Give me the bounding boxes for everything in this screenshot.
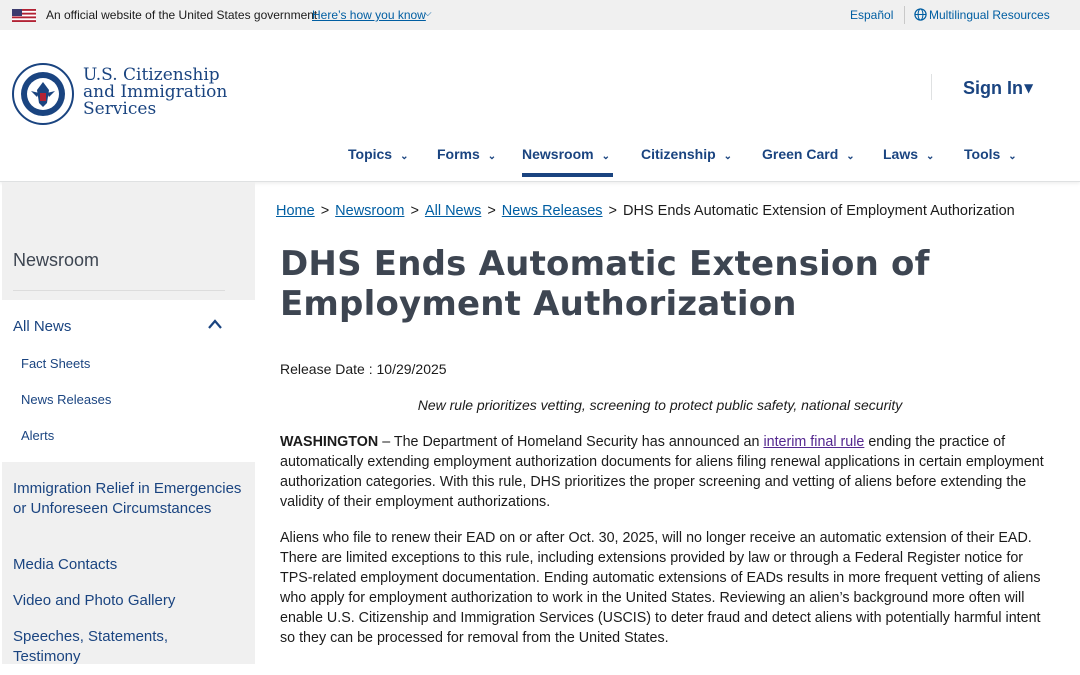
breadcrumb-separator: > (608, 203, 618, 219)
espanol-link[interactable]: Español (850, 8, 894, 22)
breadcrumb-separator: > (487, 203, 496, 219)
nav-newsroom[interactable] (522, 146, 610, 162)
gov-banner (0, 0, 1080, 30)
chevron-down-icon: ⌄ (601, 151, 610, 162)
gov-banner-text: An official website of the United States government (46, 8, 318, 22)
sidebar-item-video-photo-gallery[interactable]: Video and Photo Gallery (13, 592, 176, 609)
sidebar-divider (13, 290, 225, 291)
banner-divider (904, 6, 905, 24)
nav-label: Tools (964, 146, 1001, 162)
chevron-down-icon: ⌄ (400, 151, 409, 162)
breadcrumb (276, 203, 1015, 219)
main-nav (0, 140, 1080, 180)
article-paragraph-1 (280, 432, 1050, 512)
nav-label: Laws (883, 146, 919, 162)
dateline: WASHINGTON (280, 434, 379, 450)
caret-down-icon[interactable]: ▼ (1024, 81, 1034, 95)
nav-label: Citizenship (641, 146, 716, 162)
nav-citizenship[interactable] (641, 146, 732, 162)
article-paragraph-2: Aliens who file to renew their EAD on or after Oct. 30, 2025, will no longer receive an automatic extension of their EAD. There are limited exceptions to this rule, including extensions provided by law or through a Federal Register notice for TPS-related employment documentation. Ending automatic extensions of EADs results in more frequent vetting of aliens who apply for employment authorization to work in the United States. Reviewing an alien’s background more often will enable U.S. Citizenship and Immigration Services (USCIS) to deter fraud and detect aliens with potentially harmful intent so they can be processed for removal from the United States. (280, 530, 1041, 646)
heres-how-you-know-link[interactable]: Here’s how you know (312, 8, 426, 22)
nav-active-indicator (522, 173, 613, 177)
nav-label: Newsroom (522, 146, 594, 162)
header-divider (931, 74, 932, 100)
us-flag-icon (12, 9, 36, 22)
breadcrumb-home[interactable]: Home (276, 203, 315, 219)
page-title: DHS Ends Automatic Extension of Employment Authorization (280, 244, 930, 324)
sign-in-button[interactable]: Sign In (963, 78, 1023, 98)
nav-label: Green Card (762, 146, 839, 162)
paragraph-text: – The Department of Homeland Security has announced an (378, 434, 764, 450)
release-date-value: 10/29/2025 (376, 361, 447, 377)
breadcrumb-newsroom[interactable]: Newsroom (335, 203, 405, 219)
sidebar-item-immigration-relief[interactable]: Immigration Relief in Emergencies or Unforeseen Circumstances (13, 480, 242, 517)
sidebar-header (2, 182, 255, 300)
breadcrumb-current: DHS Ends Automatic Extension of Employment Authorization (623, 203, 1015, 219)
nav-label: Topics (348, 146, 393, 162)
breadcrumb-news-releases[interactable]: News Releases (501, 203, 603, 219)
paragraph-text: ending the practice of automatically extending employment authorization documents for aliens filing renewal applications in certain employment authorization categories. With this rule, DHS prioritizes the proper screening and vetting of aliens before extending the validity of their employment authorizations. (280, 434, 1044, 510)
logo-line-1: U.S. Citizenship (83, 65, 220, 85)
logo-line-3: Services (83, 99, 157, 119)
nav-laws[interactable] (883, 146, 934, 162)
interim-final-rule-link[interactable]: interim final rule (763, 434, 865, 450)
chevron-down-icon: ⌄ (487, 151, 497, 162)
agency-logo-text[interactable] (83, 67, 227, 118)
sidebar-lower-panel (2, 462, 255, 664)
multilingual-resources-link[interactable]: Multilingual Resources (929, 8, 1050, 22)
dhs-seal-icon[interactable] (12, 63, 74, 125)
sidebar-item-news-releases[interactable]: News Releases (21, 392, 112, 407)
sidebar-nav (2, 182, 255, 664)
sidebar-title[interactable]: Newsroom (13, 250, 100, 270)
chevron-down-icon[interactable]: ⌵ (424, 8, 432, 19)
breadcrumb-all-news[interactable]: All News (424, 203, 482, 219)
nav-green-card[interactable] (762, 146, 855, 162)
breadcrumb-separator: > (320, 203, 330, 219)
nav-tools[interactable] (964, 146, 1017, 162)
release-date-label: Release Date : (280, 361, 377, 377)
article-subheading: New rule prioritizes vetting, screening to protect public safety, national security (417, 397, 903, 413)
sidebar-item-speeches[interactable]: Speeches, Statements, Testimony (13, 628, 169, 665)
nav-topics[interactable] (348, 146, 408, 162)
release-date (280, 361, 447, 377)
sidebar-item-all-news[interactable]: All News (13, 318, 72, 335)
chevron-down-icon: ⌄ (723, 151, 733, 162)
chevron-down-icon: ⌄ (926, 151, 935, 162)
sidebar-item-alerts[interactable]: Alerts (21, 428, 55, 443)
breadcrumb-separator: > (410, 203, 419, 219)
site-header (0, 30, 1080, 182)
globe-icon (914, 8, 927, 21)
chevron-down-icon: ⌄ (846, 151, 855, 162)
logo-line-2: and Immigration (83, 82, 228, 102)
nav-label: Forms (437, 146, 480, 162)
chevron-down-icon: ⌄ (1008, 151, 1017, 162)
sidebar-item-media-contacts[interactable]: Media Contacts (13, 556, 118, 573)
sidebar-item-fact-sheets[interactable]: Fact Sheets (21, 356, 91, 371)
nav-forms[interactable] (437, 146, 496, 162)
chevron-up-icon[interactable] (207, 318, 223, 330)
